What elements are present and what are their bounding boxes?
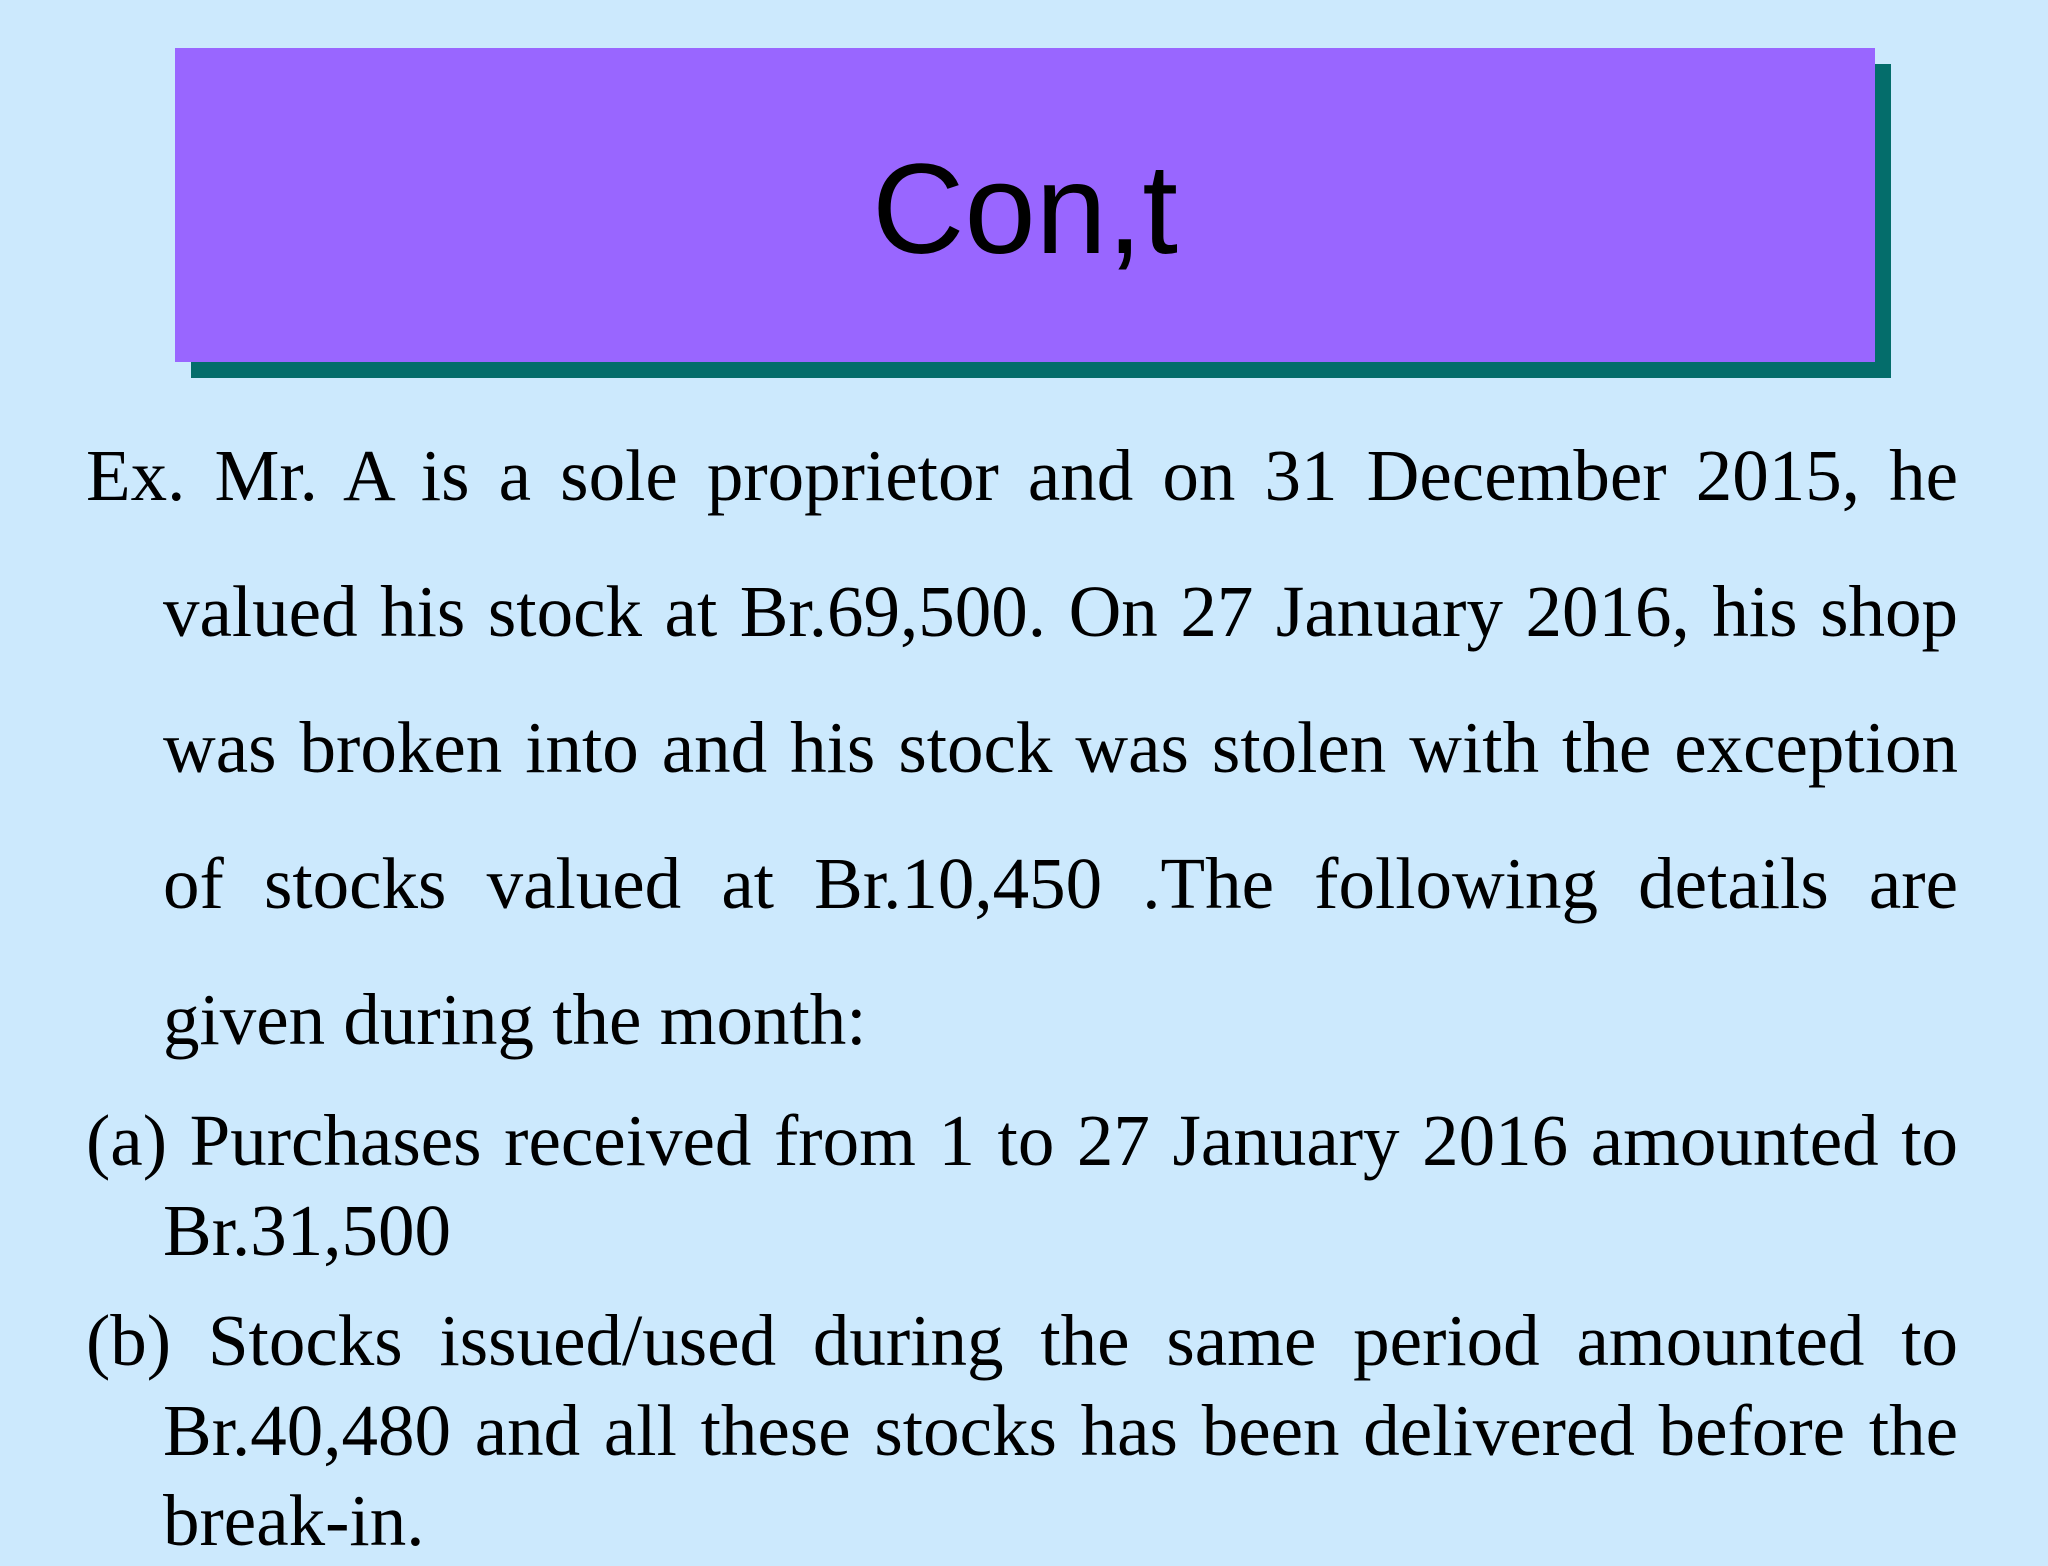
list-item-a: (a) Purchases received from 1 to 27 January 2016 amounted to Br.31,500 — [86, 1100, 1958, 1271]
slide-title: Con,t — [872, 138, 1178, 281]
slide-body — [86, 408, 1958, 1566]
intro-paragraph: Ex. Mr. A is a sole proprietor and on 31 December 2015, he valued his stock at Br.69,500. On 27 January 2016, his shop was broken into and his stock was stolen with the exception of stocks valued at Br.10,450 .The following details are given during the month: — [86, 435, 1958, 1060]
title-box — [175, 48, 1875, 362]
list-item-b: (b) Stocks issued/used during the same period amounted to Br.40,480 and all these stocks has been delivered before the break-in. — [86, 1300, 1958, 1561]
